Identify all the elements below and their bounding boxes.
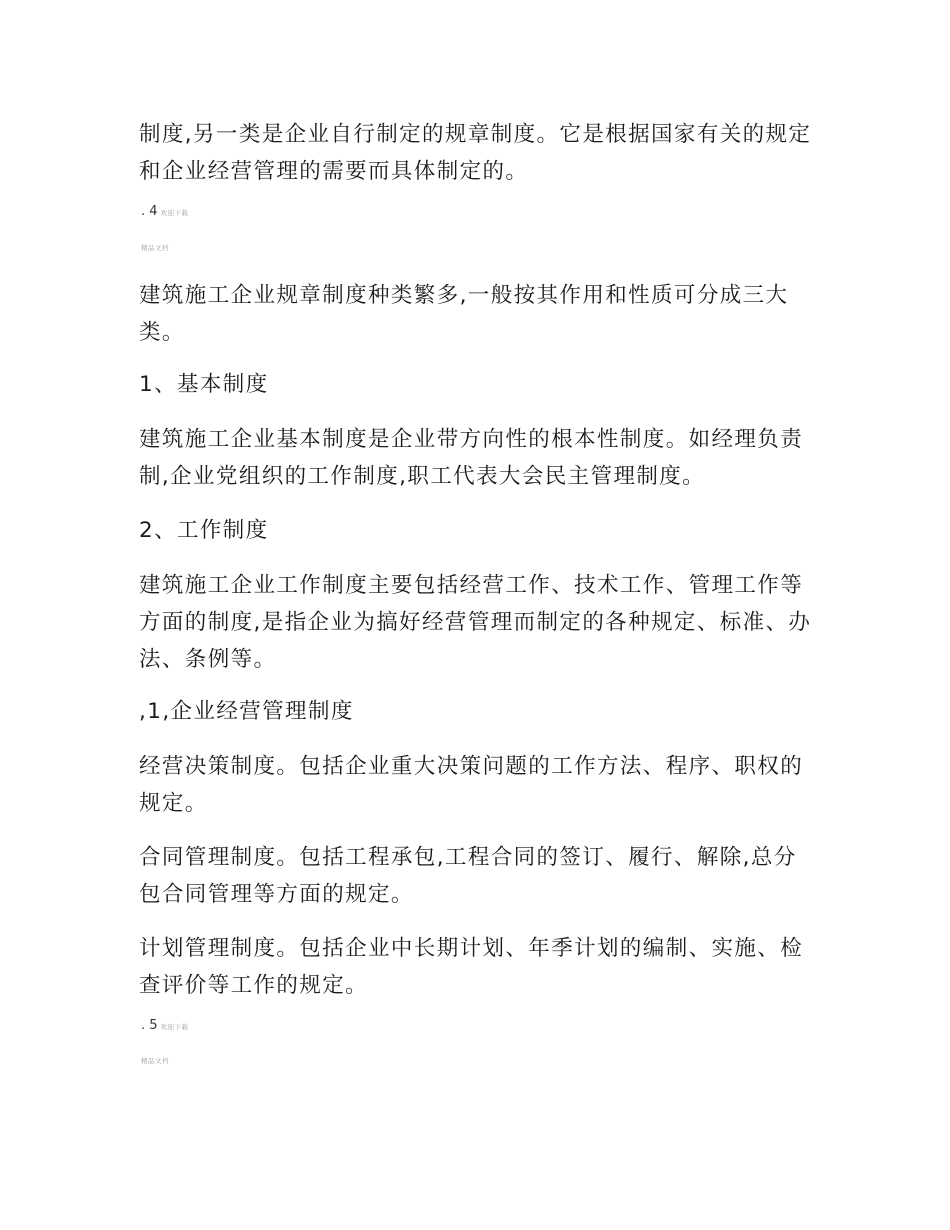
quality-note: 精品文档 — [141, 1057, 169, 1065]
paragraph-4: 建筑施工企业基本制度是企业带方向性的根本性制度。如经理负责制,企业党组织的工作制度,职工代表大会民主管理制度。 — [139, 427, 804, 489]
paragraph-2: 建筑施工企业规章制度种类繁多,一般按其作用和性质可分成三大类。 — [139, 283, 789, 345]
quality-note: 精品文档 — [141, 244, 169, 252]
section-heading-work: 2、工作制度 — [139, 518, 269, 543]
paragraph-10: 计划管理制度。包括企业中长期计划、年季计划的编制、实施、检查评价等工作的规定。 — [139, 936, 804, 998]
paragraph-8: 经营决策制度。包括企业重大决策问题的工作方法、程序、职权的规定。 — [139, 754, 804, 816]
section-heading-basic: 1、基本制度 — [139, 372, 269, 397]
page-number: . 5 — [141, 1018, 158, 1033]
download-note: 欢迎下载 — [160, 1023, 189, 1031]
page-number-4 — [141, 204, 189, 221]
download-note: 欢迎下载 — [160, 209, 189, 217]
subsection-heading-business: ,1,企业经营管理制度 — [139, 699, 354, 724]
paragraph-6: 建筑施工企业工作制度主要包括经营工作、技术工作、管理工作等方面的制度,是指企业为搞好经营管理而制定的各种规定、标准、办法、条例等。 — [139, 573, 812, 672]
paragraph-1: 制度,另一类是企业自行制定的规章制度。它是根据国家有关的规定和企业经营管理的需要而具体制定的。 — [139, 122, 812, 184]
page-number: . 4 — [141, 204, 158, 219]
paragraph-9: 合同管理制度。包括工程承包,工程合同的签订、履行、解除,总分包合同管理等方面的规定。 — [139, 845, 797, 907]
page-number-5 — [141, 1018, 189, 1035]
